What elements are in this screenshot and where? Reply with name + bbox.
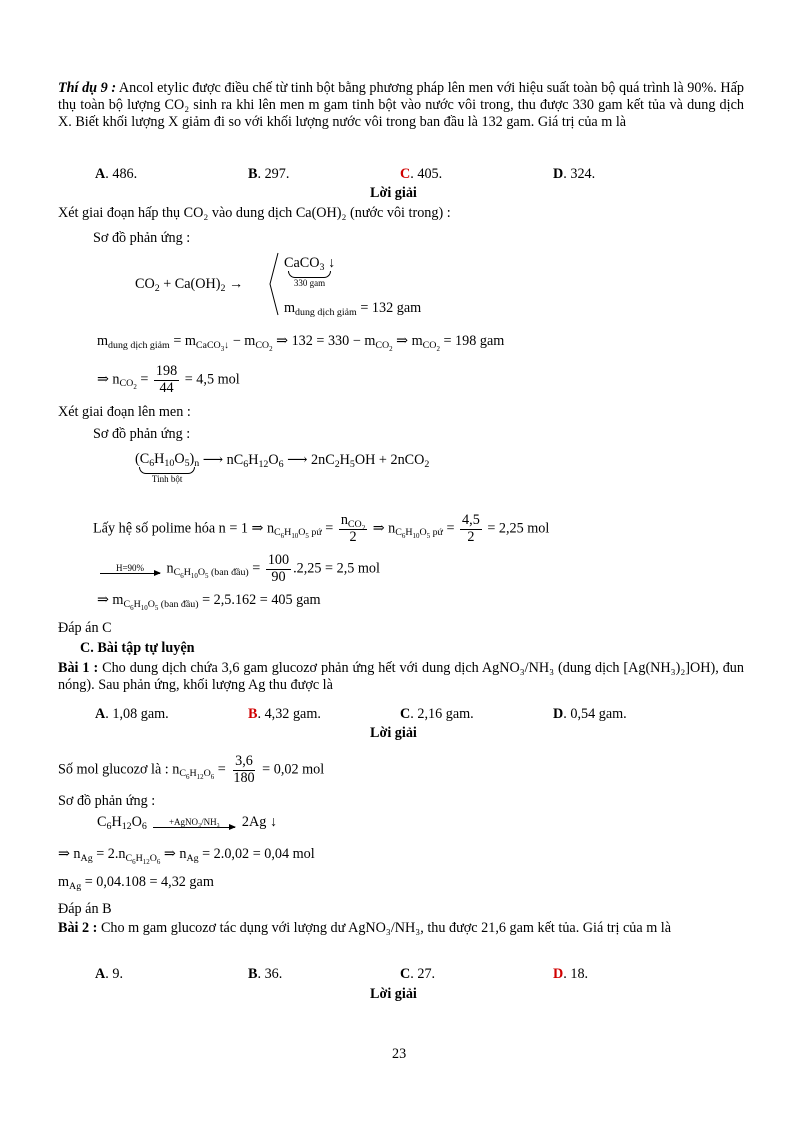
precipitate-mass: 330 gam — [293, 278, 326, 289]
example-9-title: Thí dụ 9 : — [58, 80, 117, 96]
option-d: D. 18. — [553, 966, 589, 982]
option-c: C. 405. — [400, 166, 443, 182]
example-9-text: Ancol etylic được điều chế từ tinh bột bằng phương pháp lên men với hiệu suất toàn bộ quá trình là 90%. Hấp thụ toàn bộ lượng CO₂ sinh ra khi lên men m gam tinh bột vào nước vôi trong, thu được 330 gam kết tủa và dung dịch X. Biết khối lượng X giảm đi so với khối lượng nước vôi trong ban đầu là 132 gam. Giá trị của m là — [58, 80, 744, 131]
option-a: A. 1,08 gam. — [95, 706, 169, 722]
fermentation-scheme: $(C_6H_{10}O_5)_n$ Tinh bột ⟶ $nC_6H_{12}O_6$ ⟶ $2nC_2H_5OH + 2nCO_2$ — [135, 451, 430, 485]
reaction-co2-caoh2: $CO_2 + Ca(OH)_2$ → — [135, 276, 244, 294]
starch-label: Tinh bột — [151, 474, 183, 485]
branch-bracket — [268, 252, 280, 316]
stage-1-text: Xét giai đoạn hấp thụ CO₂ vào dung dịch Ca(OH)₂ (nước vôi trong) : — [58, 205, 451, 221]
option-b: B. 297. — [248, 166, 290, 182]
scheme-label-2: Sơ đồ phản ứng : — [93, 426, 191, 442]
scheme-label: Sơ đồ phản ứng : — [93, 230, 191, 246]
example-9-question — [58, 80, 744, 131]
mass-starch: ⇒ $m_{C_6H_{10}O_5 (ban đầu)} = 2,5.162 = 405$ gam — [97, 592, 321, 612]
glucose-moles: Số mol glucozơ là : $n_{C_6H_{12}O_6}$ = $\frac{3,6}{180}$ = 0,02 mol — [58, 753, 325, 786]
bai-2-text: Cho m gam glucozơ tác dụng với lượng dư AgNO₃/NH₃, thu được 21,6 gam kết tủa. Giá trị của m là — [100, 920, 672, 936]
answer-ex9: Đáp án C — [58, 620, 112, 636]
silver-scheme: $C_6H_{12}O_6$ +AgNO₃/NH₃ 2Ag ↓ — [97, 814, 277, 832]
moles-co2: ⇒ $n_{CO_2}$ = $\frac{198}{44}$ = 4,5 mol — [97, 363, 240, 396]
mass-equation: $m_{dung dịch giảm} = m_{CaCO_3↓} - m_{CO_2}$ ⇒ $132 = 330 - m_{CO_2}$ ⇒ $m_{CO_2} = 198$ gam — [97, 333, 505, 353]
option-c: C. 2,16 gam. — [400, 706, 474, 722]
silver-moles: ⇒ $n_{Ag} = 2.n_{C_6H_{12}O_6}$ ⇒ $n_{Ag} = 2.0,02 = 0,04$ mol — [58, 846, 315, 866]
polymer-calc: Lấy hệ số polime hóa n = 1 ⇒ $n_{C_6H_{10}O_5 pứ}$ = $n_{CO_2}$ 2 ⇒ $n_{C_6H_{10}O_5 pứ}$ = $\frac{4,5}{2}$ = 2,25 mol — [93, 512, 550, 545]
bai-1-question — [58, 660, 744, 694]
scheme-label-3: Sơ đồ phản ứng : — [58, 793, 156, 809]
answer-bai1: Đáp án B — [58, 901, 112, 917]
option-a: A. 9. — [95, 966, 123, 982]
option-d: D. 324. — [553, 166, 596, 182]
solution-heading: Lời giải — [370, 986, 417, 1002]
section-title: C. Bài tập tự luyện — [80, 640, 195, 656]
option-b: B. 36. — [248, 966, 283, 982]
bai-2-title: Bài 2 : — [58, 920, 98, 936]
bai-1-title: Bài 1 : — [58, 660, 99, 676]
option-d: D. 0,54 gam. — [553, 706, 627, 722]
bai-2-question — [58, 920, 744, 937]
page-number: 23 — [392, 1046, 407, 1062]
solution-decrease: $m_{dung dịch giảm} = 132$ gam — [284, 300, 422, 318]
option-a: A. 486. — [95, 166, 138, 182]
solution-heading: Lời giải — [370, 725, 417, 741]
bai-1-text: Cho dung dịch chứa 3,6 gam glucozơ phản ứng hết với dung dịch AgNO₃/NH₃ (dung dịch [Ag(NH₃)₂]OH), đun nóng). Sau phản ứng, khối lượng Ag thu được là — [58, 660, 744, 694]
solution-heading: Lời giải — [370, 185, 417, 201]
caco3-precipitate: CaCO$_3$ ↓ 330 gam — [284, 255, 336, 289]
silver-mass: $m_{Ag} = 0,04.108 = 4,32$ gam — [58, 874, 214, 892]
option-b: B. 4,32 gam. — [248, 706, 321, 722]
yield-calc: H=90% $n_{C_6H_{10}O_5 (ban đầu)}$ = $\frac{100}{90}$ .2,25 = 2,5 mol — [97, 553, 380, 585]
stage-2-text: Xét giai đoạn lên men : — [58, 404, 191, 420]
option-c: C. 27. — [400, 966, 436, 982]
